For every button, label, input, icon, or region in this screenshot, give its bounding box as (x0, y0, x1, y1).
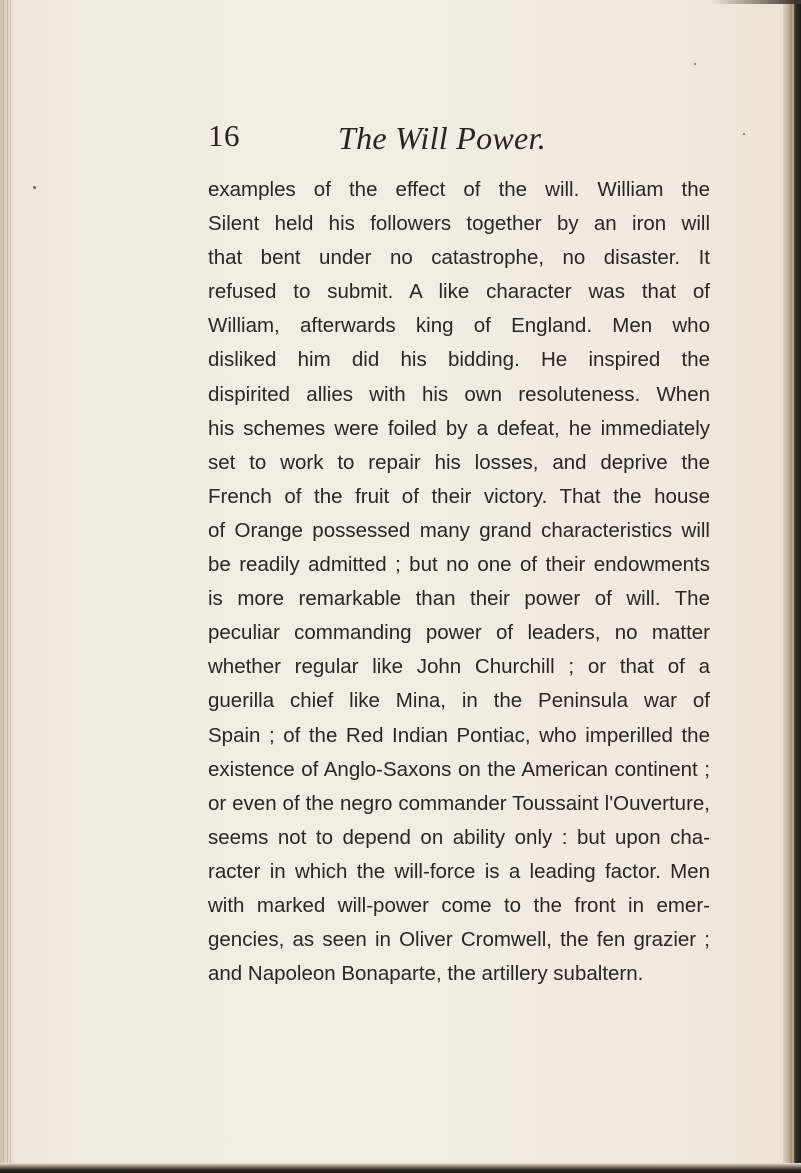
text-line: gencies, as seen in Oliver Cromwell, the fen grazier ; (208, 928, 710, 952)
body-paragraph (208, 173, 710, 991)
paper-speck (694, 63, 696, 65)
page-bottom-edge-shadow (0, 1163, 801, 1173)
text-line: seems not to depend on ability only : but upon cha- (208, 825, 710, 849)
text-line: Silent held his followers together by an iron will (208, 212, 710, 236)
text-line: that bent under no catastrophe, no disaster. It (208, 246, 710, 270)
text-line: his schemes were foiled by a defeat, he immediately (208, 416, 710, 440)
text-line: existence of Anglo-Saxons on the American continent ; (208, 757, 710, 781)
paper-speck (743, 133, 745, 135)
text-line: is more remarkable than their power of will. The (208, 587, 710, 611)
text-line: with marked will-power come to the front in emer- (208, 893, 710, 917)
text-line: or even of the negro commander Toussaint l'Ouverture, (208, 791, 710, 815)
page-right-edge-shadow (783, 0, 801, 1173)
page-header (208, 116, 628, 160)
text-line: peculiar commanding power of leaders, no matter (208, 621, 710, 645)
paper-speck (33, 186, 36, 189)
text-line: set to work to repair his losses, and deprive the (208, 450, 710, 474)
page-number: 16 (208, 118, 240, 153)
text-line: dispirited allies with his own resoluteness. When (208, 382, 710, 406)
text-line: be readily admitted ; but no one of their endowments (208, 553, 710, 577)
text-line-last: and Napoleon Bonaparte, the artillery subaltern. (208, 962, 644, 986)
text-line: racter in which the will-force is a leading factor. Men (208, 859, 710, 883)
page-gutter-edge (0, 0, 14, 1173)
text-line: of Orange possessed many grand characteristics will (208, 518, 710, 542)
text-line: disliked him did his bidding. He inspired the (208, 348, 710, 372)
text-line: refused to submit. A like character was that of (208, 280, 710, 304)
running-title: The Will Power. (338, 120, 547, 156)
page-top-edge-shadow (711, 0, 801, 4)
text-line: Spain ; of the Red Indian Pontiac, who imperilled the (208, 723, 710, 747)
text-line: examples of the effect of the will. William the (208, 178, 710, 201)
text-line: William, afterwards king of England. Men who (208, 314, 710, 338)
text-line: guerilla chief like Mina, in the Peninsula war of (208, 689, 710, 713)
text-line: French of the fruit of their victory. That the house (208, 484, 710, 508)
text-line: whether regular like John Churchill ; or that of a (208, 655, 710, 679)
